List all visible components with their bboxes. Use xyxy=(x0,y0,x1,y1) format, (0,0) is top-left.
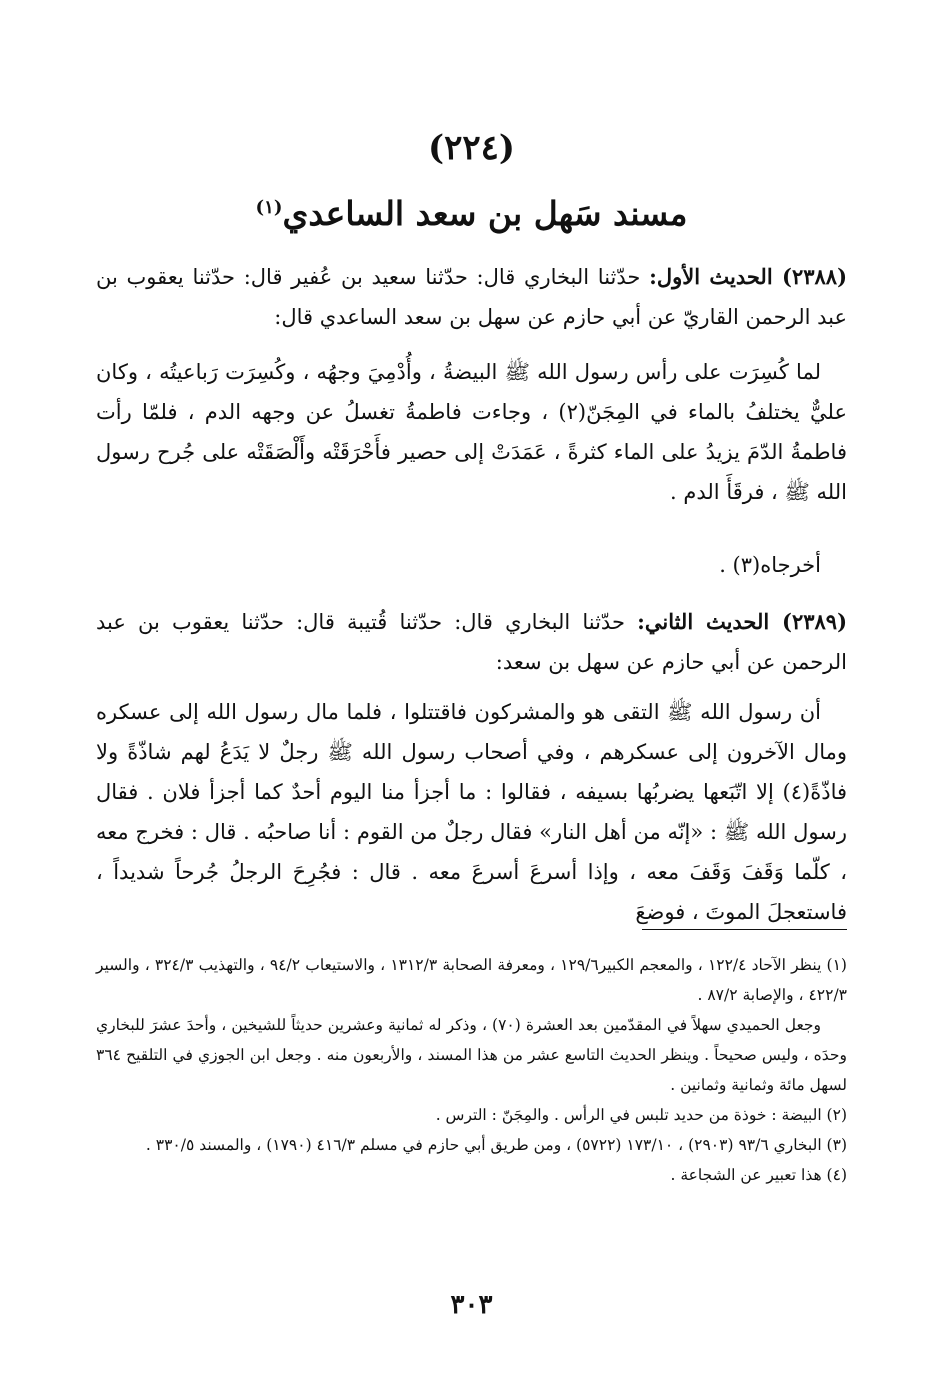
footnote-1: (١) ينظر الآحاد ١٢٢/٤ ، والمعجم الكبير١٢٩/٦ ، ومعرفة الصحابة ١٣١٢/٣ ، والاستيعاب ٩٤/٢ ، والتهذيب ٣٢٤/٣ ، والسير ٤٢٢/٣ ، والإصابة ٨٧/٢ . xyxy=(96,956,847,1004)
hadith-1-takhrij: أخرجاه(٣) . xyxy=(719,553,821,577)
section-number: (٢٢٤) xyxy=(428,128,515,168)
hadith-1-matn: لما كُسِرَت على رأس رسول الله ﷺ البيضةُ ، وأُدْمِيَ وجهُه ، وكُسِرَت رَباعيتُه ، وكان عليٌّ يختلفُ بالماء في المِجَنّ(٢) ، وجاءت فاطمةُ تغسلُ عن وجهه الدم ، فلمّا رأت فاطمةُ الدّمَ يزيدُ على الماء كثرةً ، عَمَدَتْ إلى حصير فأَحْرَقَتْه وأَلْصَقَتْه على جُرح رسول الله ﷺ ، فرقَأَ الدم . xyxy=(96,360,847,504)
hadith-2-matn: أن رسول الله ﷺ التقى هو والمشركون فاقتتلوا ، فلما مال رسول الله إلى عسكره ومال الآخرون إلى عسكرهم ، وفي أصحاب رسول الله ﷺ رجلٌ لا يَدَعُ لهم شاذّةً ولا فاذّةً(٤) إلا اتّبَعها يضربُها بسيفه ، فقالوا : ما أجزأ منا اليوم أحدٌ كما أجزأ فلان . فقال رسول الله ﷺ : «إنّه من أهل النار» فقال رجلٌ من القوم : أنا صاحبُه . قال : فخرج معه ، كلّما وَقَفَ وَقَفَ معه ، وإذا أسرعَ أسرعَ معه . قال : فجُرِحَ الرجلُ جُرحاً شديداً ، فاستعجلَ الموتَ ، فوضعَ xyxy=(96,700,847,924)
title-text: مسند سَهل بن سعد الساعدي xyxy=(282,194,688,233)
hadith-2-isnad xyxy=(96,602,847,682)
footnotes xyxy=(96,950,847,1190)
hadith-1-heading: (٢٣٨٨) الحديث الأول: xyxy=(649,264,847,289)
footnote-3: (٣) البخاري ٩٣/٦ (٢٩٠٣) ، ١٧٣/١٠ (٥٧٢٢) ، ومن طريق أبي حازم في مسلم ٤١٦/٣ (١٧٩٠) ، والمسند ٣٣٠/٥ . xyxy=(145,1136,847,1154)
footnote-1-continued: وجعل الحميدي سهلاً في المقدّمين بعد العشرة (٧٠) ، وذكر له ثمانية وعشرين حديثاً للشيخين ، وأحدَ عشرَ للبخاري وحدَه ، وليس صحيحاً . وينظر الحديث التاسع عشر من هذا المسند ، والأربعون منه . وجعل ابن الجوزي في التلقيح ٣٦٤ لسهل مائة وثمانية وثمانين . xyxy=(96,1016,847,1094)
footnote-2: (٢) البيضة : خوذة من حديد تلبس في الرأس . والمِجَنّ : الترس . xyxy=(435,1106,847,1124)
footnote-divider xyxy=(642,929,847,930)
hadith-1-isnad xyxy=(96,257,847,337)
hadith-2-heading: (٢٣٨٩) الحديث الثاني: xyxy=(637,609,847,634)
footnote-4: (٤) هذا تعبير عن الشجاعة . xyxy=(670,1166,847,1184)
title-footnote-ref: (١) xyxy=(255,197,283,218)
hadith-2-isnad-text: حدّثنا البخاري قال: حدّثنا قُتيبة قال: حدّثنا يعقوب بن عبد الرحمن عن أبي حازم عن سهل بن سعد: xyxy=(96,610,847,674)
hadith-1-isnad-text: حدّثنا البخاري قال: حدّثنا سعيد بن عُفير قال: حدّثنا يعقوب بن عبد الرحمن القاريّ عن أبي حازم عن سهل بن سعد الساعدي قال: xyxy=(96,265,847,329)
section-title xyxy=(0,194,943,233)
page-number: ٣٠٣ xyxy=(450,1290,493,1320)
